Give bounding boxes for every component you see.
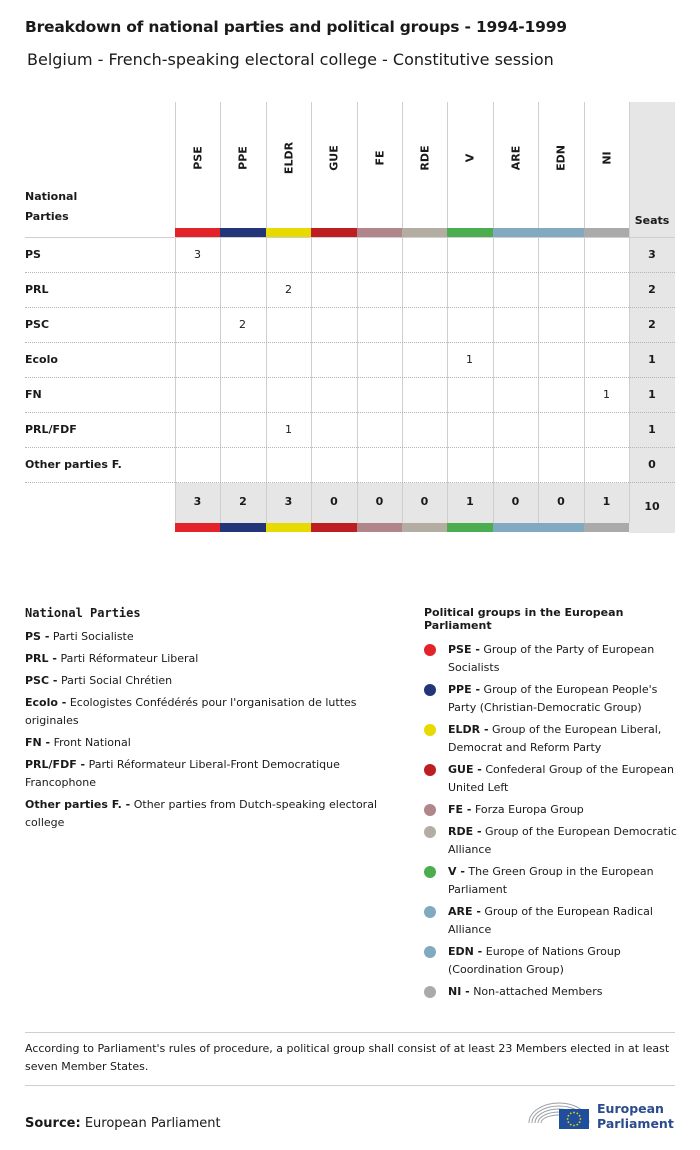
group-total: 0	[557, 495, 565, 508]
political-group-abbr: V -	[448, 865, 465, 878]
column-header-label: PSE	[191, 146, 204, 170]
group-total: 0	[330, 495, 338, 508]
group-color-bar-bottom	[584, 523, 629, 532]
divider	[25, 1085, 675, 1086]
column-header-label: PPE	[236, 146, 250, 170]
column-header-label: NI	[600, 151, 613, 165]
group-color-bar-top	[357, 228, 402, 237]
divider	[25, 1032, 675, 1033]
political-group-item	[424, 983, 679, 1001]
political-group-item	[424, 823, 679, 859]
group-color-bar-top	[402, 228, 447, 237]
column-header-gue	[311, 102, 357, 226]
national-party-item	[25, 694, 385, 730]
political-group-item	[424, 641, 679, 677]
political-group-name: Group of the European Radical Alliance	[448, 905, 653, 936]
row-divider	[25, 342, 675, 343]
national-party-name: Parti Réformateur Liberal-Front Democratique Francophone	[25, 758, 340, 789]
political-group-item	[424, 863, 679, 899]
party-seats: 2	[648, 318, 656, 331]
national-party-abbr: PRL/FDF -	[25, 758, 86, 771]
group-color-bar-top	[584, 228, 629, 237]
political-group-abbr: NI -	[448, 985, 470, 998]
national-parties-header-line1: National	[25, 190, 78, 203]
political-group-name: Europe of Nations Group (Coordination Group)	[448, 945, 621, 976]
political-group-name: Group of the European People's Party (Christian-Democratic Group)	[448, 683, 658, 714]
header-rule	[25, 237, 675, 238]
political-group-name: Group of the European Liberal, Democrat and Reform Party	[448, 723, 662, 754]
political-groups-legend-heading: Political groups in the European Parliament	[424, 606, 624, 632]
national-party-item	[25, 734, 385, 752]
national-parties-legend-heading: National Parties	[25, 606, 141, 620]
political-groups-legend	[424, 606, 679, 1005]
national-party-item	[25, 672, 385, 690]
group-total: 3	[193, 495, 202, 508]
party-label: FN	[25, 388, 42, 401]
chart-subtitle: Belgium - French-speaking electoral college - Constitutive session	[27, 50, 554, 69]
total-seats: 10	[644, 500, 660, 513]
national-party-name: Ecologistes Confédérés pour l'organisation de luttes originales	[25, 696, 357, 727]
column-header-ppe	[220, 102, 266, 226]
political-group-item	[424, 801, 679, 819]
group-total: 2	[239, 495, 247, 508]
party-seats: 1	[648, 423, 656, 436]
column-header-fe	[357, 102, 402, 226]
political-group-name: Group of the European Democratic Alliance	[448, 825, 677, 856]
national-party-abbr: PSC -	[25, 674, 58, 687]
row-divider	[25, 272, 675, 273]
national-parties-header-line2: Parties	[25, 210, 69, 223]
group-color-dot-icon	[424, 826, 436, 838]
party-seats: 1	[648, 388, 656, 401]
group-color-dot-icon	[424, 906, 436, 918]
column-header-label: GUE	[327, 145, 341, 171]
group-total: 3	[284, 495, 293, 508]
national-party-item	[25, 796, 385, 832]
breakdown-table	[0, 0, 700, 560]
political-group-item	[424, 903, 679, 939]
column-header-pse	[175, 102, 220, 226]
national-party-abbr: Ecolo -	[25, 696, 67, 709]
seat-count: 1	[466, 353, 473, 366]
seat-count: 3	[194, 248, 201, 261]
group-color-bar-bottom	[220, 523, 266, 532]
political-group-abbr: FE -	[448, 803, 472, 816]
group-color-dot-icon	[424, 644, 436, 656]
seats-header: Seats	[634, 214, 670, 227]
group-color-dot-icon	[424, 946, 436, 958]
national-party-abbr: FN -	[25, 736, 51, 749]
political-group-item	[424, 681, 679, 717]
party-seats: 1	[648, 353, 656, 366]
political-group-item	[424, 721, 679, 757]
political-group-abbr: PSE -	[448, 643, 480, 656]
group-color-bar-top	[266, 228, 311, 237]
group-color-bar-bottom	[447, 523, 493, 532]
group-color-bar-bottom	[493, 523, 538, 532]
hemicycle-icon	[527, 1095, 593, 1133]
national-party-name: Parti Réformateur Liberal	[60, 652, 199, 665]
chart-title: Breakdown of national parties and political groups - 1994-1999	[25, 18, 567, 36]
political-group-name: Confederal Group of the European United Left	[448, 763, 674, 794]
logo-line2: Parliament	[597, 1116, 674, 1131]
political-group-name: Forza Europa Group	[474, 803, 584, 816]
column-header-label: V	[463, 153, 477, 163]
column-header-ni	[584, 102, 629, 226]
column-header-v	[447, 102, 493, 226]
party-label: Other parties F.	[25, 458, 122, 471]
group-color-bar-top	[220, 228, 266, 237]
column-header-label: RDE	[418, 145, 431, 171]
group-color-bar-bottom	[402, 523, 447, 532]
national-party-name: Parti Socialiste	[52, 630, 134, 643]
group-color-dot-icon	[424, 986, 436, 998]
party-seats: 2	[648, 283, 656, 296]
column-header-label: ARE	[509, 145, 522, 171]
group-color-dot-icon	[424, 684, 436, 696]
political-group-name: Group of the Party of European Socialists	[448, 643, 655, 674]
group-color-bar-bottom	[311, 523, 357, 532]
political-group-name: Non-attached Members	[473, 985, 603, 998]
column-header-label: EDN	[554, 145, 568, 171]
national-parties-header	[25, 187, 77, 227]
row-divider	[25, 307, 675, 308]
source-value: European Parliament	[84, 1116, 221, 1131]
group-color-dot-icon	[424, 804, 436, 816]
national-party-abbr: PS -	[25, 630, 50, 643]
column-header-edn	[538, 102, 584, 226]
party-seats: 0	[648, 458, 656, 471]
political-group-abbr: EDN -	[448, 945, 483, 958]
political-group-abbr: PPE -	[448, 683, 481, 696]
party-label: PRL	[25, 283, 49, 296]
row-divider	[25, 412, 675, 413]
group-total: 0	[420, 495, 429, 508]
row-divider	[25, 482, 675, 483]
national-party-name: Other parties from Dutch-speaking electoral college	[25, 798, 377, 829]
political-group-item	[424, 761, 679, 797]
national-party-item	[25, 628, 385, 646]
column-header-label: ELDR	[282, 141, 295, 175]
logo-text	[597, 1101, 674, 1131]
party-label: Ecolo	[25, 353, 58, 366]
group-color-bar-top	[175, 228, 220, 237]
source-label: Source:	[25, 1116, 81, 1131]
national-party-item	[25, 650, 385, 668]
group-color-bar-bottom	[357, 523, 402, 532]
political-group-item	[424, 943, 679, 979]
rules-note: According to Parliament's rules of procedure, a political group shall consist of at least 23 Members elected in at least seven Member States.	[25, 1042, 670, 1073]
row-divider	[25, 447, 675, 448]
column-header-are	[493, 102, 538, 226]
group-total: 0	[375, 495, 384, 508]
group-total: 0	[511, 495, 520, 508]
political-group-abbr: ARE -	[448, 905, 481, 918]
column-header-label: FE	[373, 150, 386, 166]
group-color-dot-icon	[424, 724, 436, 736]
group-color-bar-top	[493, 228, 538, 237]
political-group-abbr: GUE -	[448, 763, 482, 776]
group-color-dot-icon	[424, 764, 436, 776]
column-header-eldr	[266, 102, 311, 226]
party-seats: 3	[648, 248, 656, 261]
column-divider	[629, 483, 630, 523]
seat-count: 2	[239, 318, 246, 331]
party-label: PRL/FDF	[25, 423, 77, 436]
group-color-dot-icon	[424, 866, 436, 878]
national-party-item	[25, 756, 385, 792]
group-total: 1	[466, 495, 474, 508]
group-total: 1	[602, 495, 611, 508]
group-color-bar-bottom	[175, 523, 220, 532]
source-line	[25, 1116, 221, 1131]
european-parliament-logo	[527, 1095, 677, 1133]
row-divider	[25, 377, 675, 378]
group-color-bar-bottom	[538, 523, 584, 532]
political-group-abbr: RDE -	[448, 825, 482, 838]
logo-line1: European	[597, 1101, 664, 1116]
seat-count: 1	[603, 388, 610, 401]
column-header-rde	[402, 102, 447, 226]
group-color-bar-top	[311, 228, 357, 237]
group-color-bar-top	[447, 228, 493, 237]
party-label: PS	[25, 248, 41, 261]
political-group-name: The Green Group in the European Parliament	[448, 865, 654, 896]
group-color-bar-top	[538, 228, 584, 237]
national-party-name: Parti Social Chrétien	[60, 674, 173, 687]
seat-count: 1	[285, 423, 292, 436]
national-party-abbr: Other parties F. -	[25, 798, 131, 811]
political-group-abbr: ELDR -	[448, 723, 489, 736]
national-party-abbr: PRL -	[25, 652, 57, 665]
seat-count: 2	[285, 283, 292, 296]
party-label: PSC	[25, 318, 50, 331]
national-party-name: Front National	[53, 736, 131, 749]
national-parties-legend	[25, 606, 385, 836]
group-color-bar-bottom	[266, 523, 311, 532]
